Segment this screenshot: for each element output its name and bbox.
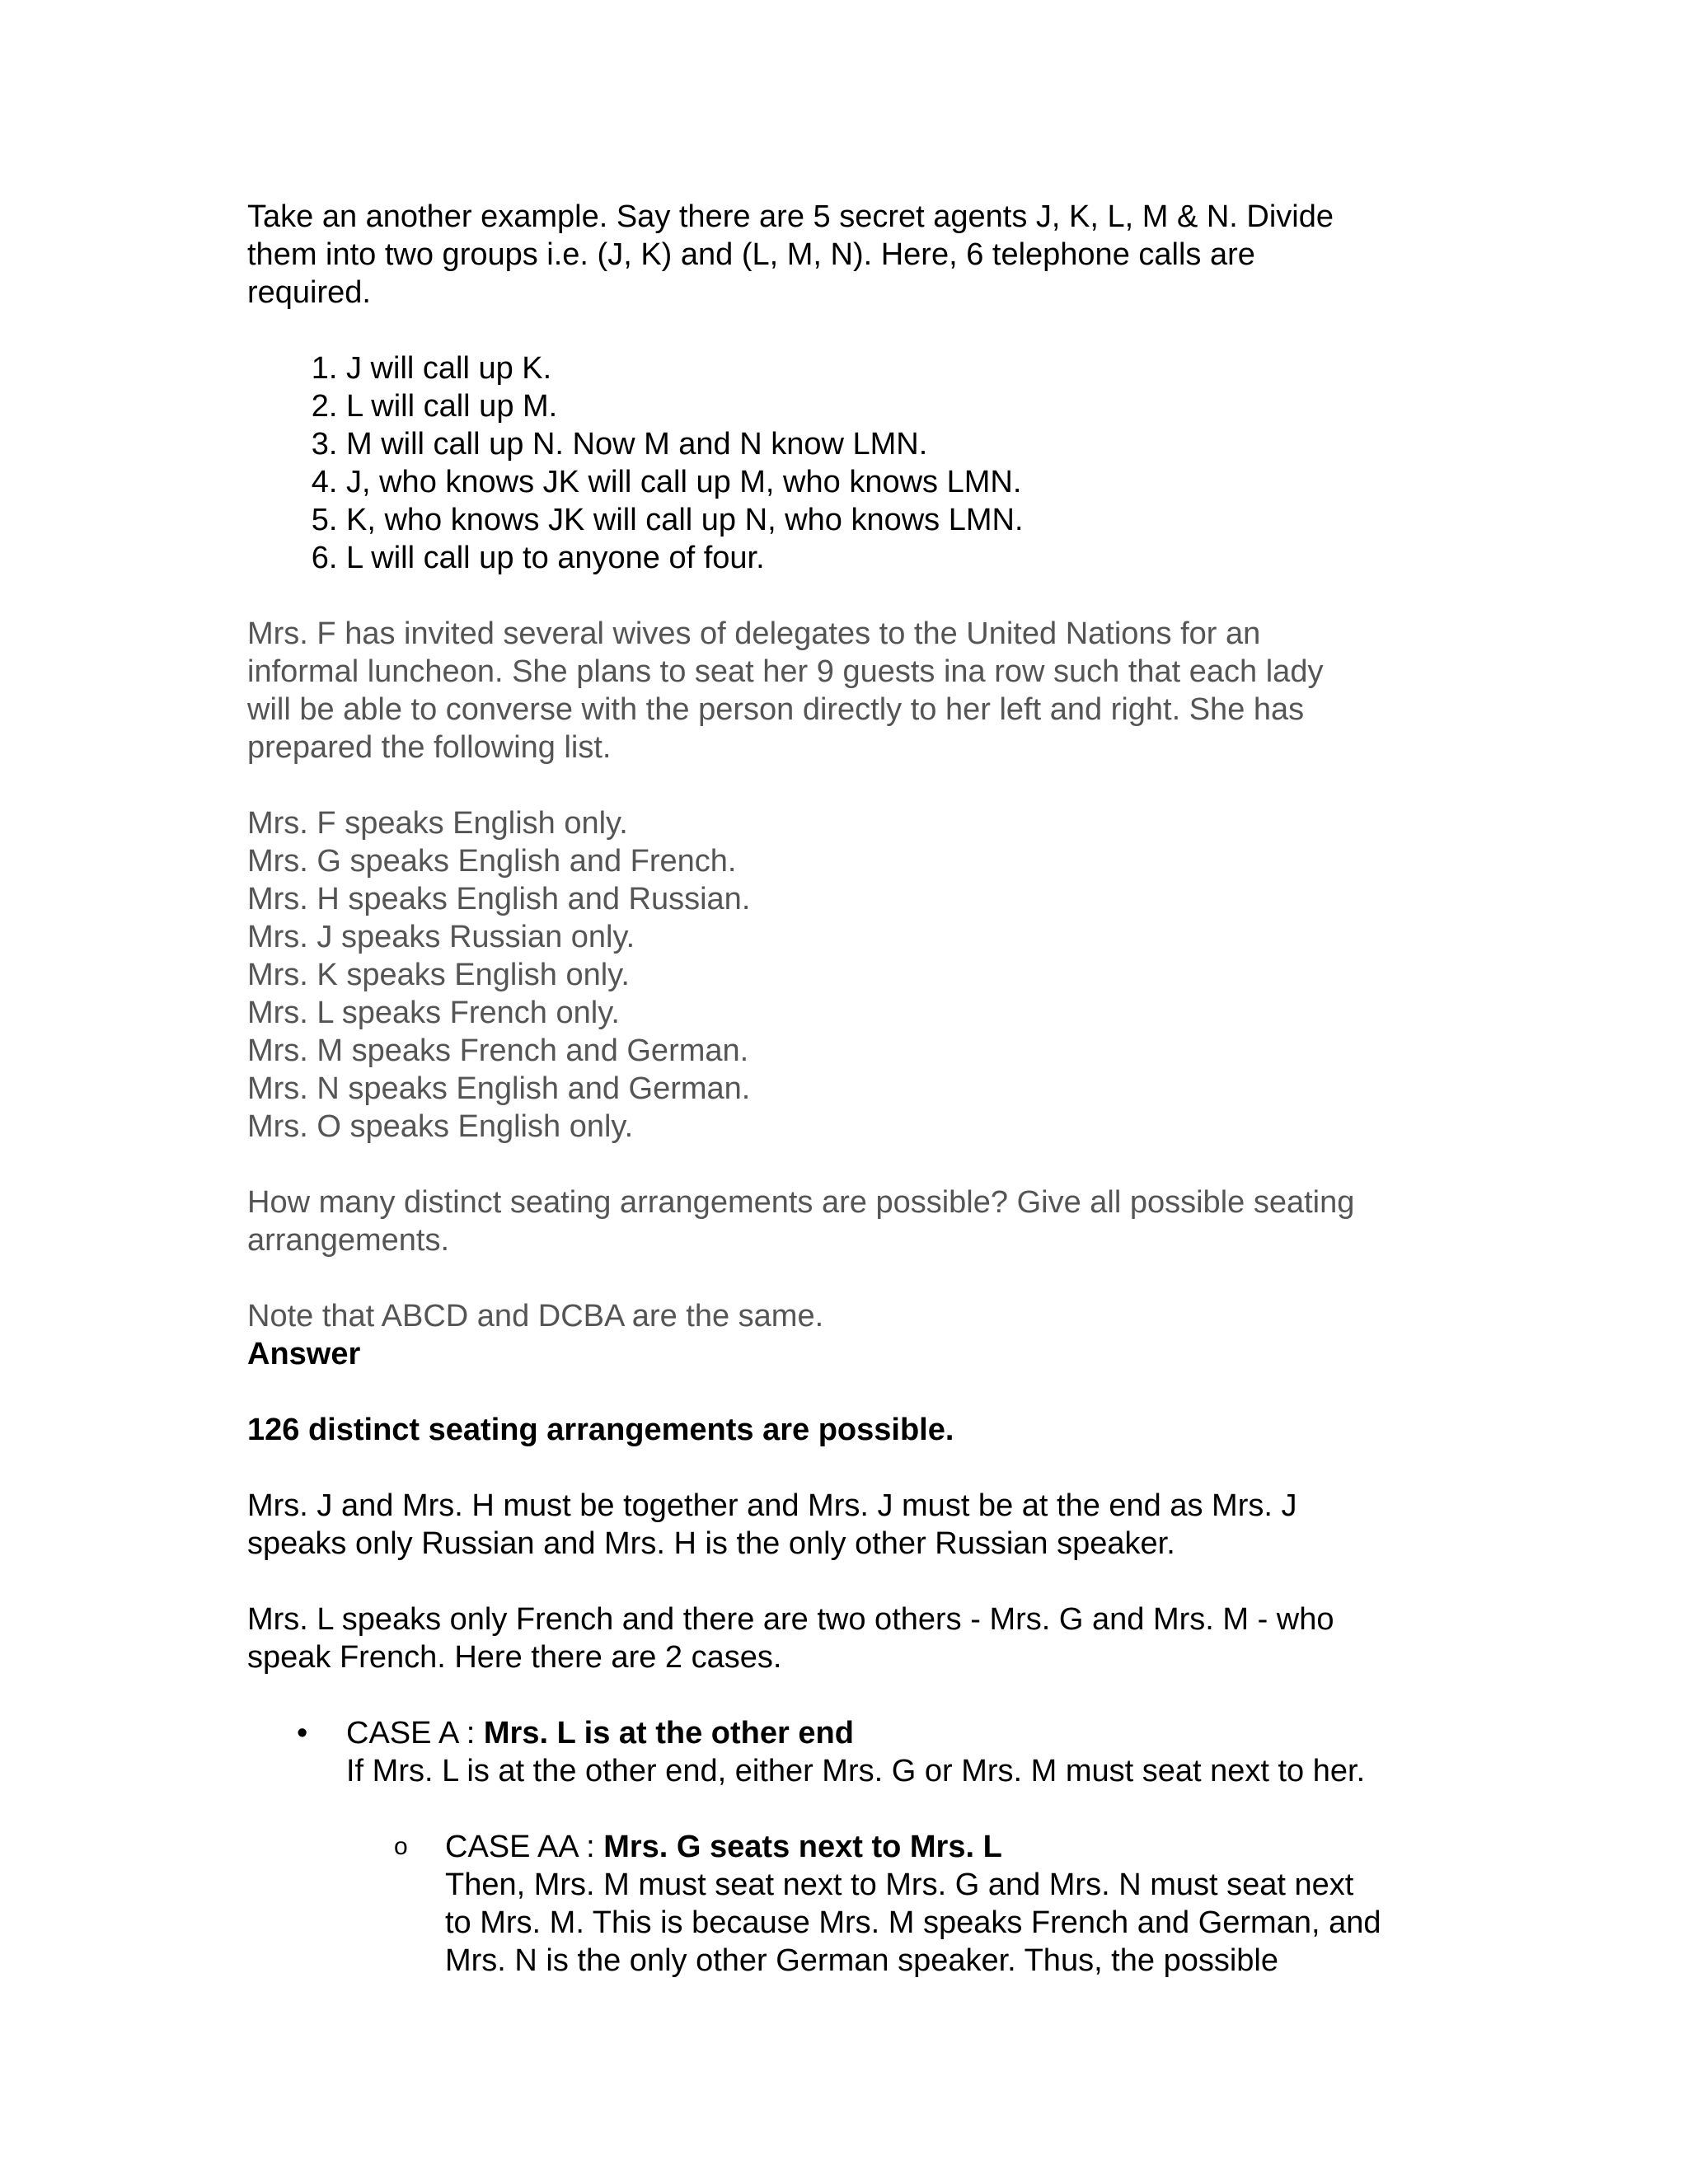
- case-a-text: If Mrs. L is at the other end, either Mrs. G or Mrs. M must seat next to her.: [346, 1754, 1366, 1788]
- call-step: 6. L will call up to anyone of four.: [346, 539, 1451, 577]
- explanation-line: speaks only Russian and Mrs. H is the only other Russian speaker.: [247, 1526, 1175, 1561]
- case-a-title: Mrs. L is at the other end: [483, 1716, 854, 1750]
- case-aa-heading: [445, 1828, 1451, 1866]
- call-steps-list: [247, 349, 1451, 577]
- question-paragraph: [247, 1183, 1451, 1259]
- guest-item: Mrs. H speaks English and Russian.: [247, 882, 751, 916]
- explanation-paragraph-1: [247, 1487, 1451, 1563]
- puzzle-line: informal luncheon. She plans to seat her 9 guests ina row such that each lady: [247, 654, 1324, 689]
- guest-item: Mrs. G speaks English and French.: [247, 844, 737, 879]
- call-step: 4. J, who knows JK will call up M, who knows LMN.: [346, 463, 1451, 501]
- call-step: 3. M will call up N. Now M and N know LMN.: [346, 425, 1451, 463]
- explanation-line: Mrs. J and Mrs. H must be together and Mrs. J must be at the end as Mrs. J: [247, 1488, 1297, 1523]
- question-line: arrangements.: [247, 1223, 450, 1258]
- answer-result: 126 distinct seating arrangements are possible.: [247, 1413, 954, 1447]
- guest-item: Mrs. K speaks English only.: [247, 958, 630, 992]
- bullet-marker: •: [297, 1716, 308, 1750]
- call-step: 2. L will call up M.: [346, 387, 1451, 425]
- intro-paragraph: [247, 198, 1451, 312]
- explanation-paragraph-2: [247, 1601, 1451, 1676]
- case-aa-line: Then, Mrs. M must seat next to Mrs. G and Mrs. N must seat next: [445, 1868, 1354, 1902]
- guest-item: Mrs. F speaks English only.: [247, 806, 628, 841]
- guest-item: Mrs. N speaks English and German.: [247, 1071, 751, 1106]
- guest-list: [247, 804, 1451, 1146]
- puzzle-line: will be able to converse with the person directly to her left and right. She has: [247, 692, 1305, 727]
- case-aa-label: CASE AA :: [445, 1830, 604, 1864]
- document-page: [247, 198, 1451, 1980]
- guest-item: Mrs. M speaks French and German.: [247, 1033, 749, 1068]
- question-line: How many distinct seating arrangements are possible? Give all possible seating: [247, 1185, 1355, 1220]
- guest-item: Mrs. J speaks Russian only.: [247, 920, 635, 954]
- call-step: 1. J will call up K.: [346, 349, 1451, 387]
- explanation-line: speak French. Here there are 2 cases.: [247, 1640, 782, 1675]
- puzzle-line: prepared the following list.: [247, 730, 612, 765]
- puzzle-paragraph: [247, 615, 1451, 766]
- answer-heading: Answer: [247, 1337, 361, 1371]
- intro-line: Take an another example. Say there are 5 secret agents J, K, L, M & N. Divide: [247, 199, 1334, 234]
- call-step: 5. K, who knows JK will call up N, who knows LMN.: [346, 501, 1451, 539]
- case-aa-line: to Mrs. M. This is because Mrs. M speaks French and German, and: [445, 1905, 1381, 1940]
- explanation-line: Mrs. L speaks only French and there are two others - Mrs. G and Mrs. M - who: [247, 1602, 1334, 1637]
- case-aa-title: Mrs. G seats next to Mrs. L: [603, 1830, 1002, 1864]
- case-aa-line: Mrs. N is the only other German speaker. Thus, the possible: [445, 1943, 1278, 1978]
- sub-bullet-marker: o: [394, 1833, 408, 1860]
- intro-line: required.: [247, 275, 371, 310]
- case-a-label: CASE A :: [346, 1716, 484, 1750]
- case-a-heading: [346, 1714, 1451, 1752]
- intro-line: them into two groups i.e. (J, K) and (L, M, N). Here, 6 telephone calls are: [247, 237, 1255, 272]
- case-a-item: [247, 1714, 1451, 1790]
- puzzle-line: Mrs. F has invited several wives of delegates to the United Nations for an: [247, 616, 1261, 651]
- note-text: [247, 1297, 1451, 1335]
- case-aa-item: [247, 1828, 1451, 1980]
- guest-item: Mrs. L speaks French only.: [247, 996, 620, 1030]
- guest-item: Mrs. O speaks English only.: [247, 1109, 634, 1144]
- note-line: Note that ABCD and DCBA are the same.: [247, 1299, 824, 1333]
